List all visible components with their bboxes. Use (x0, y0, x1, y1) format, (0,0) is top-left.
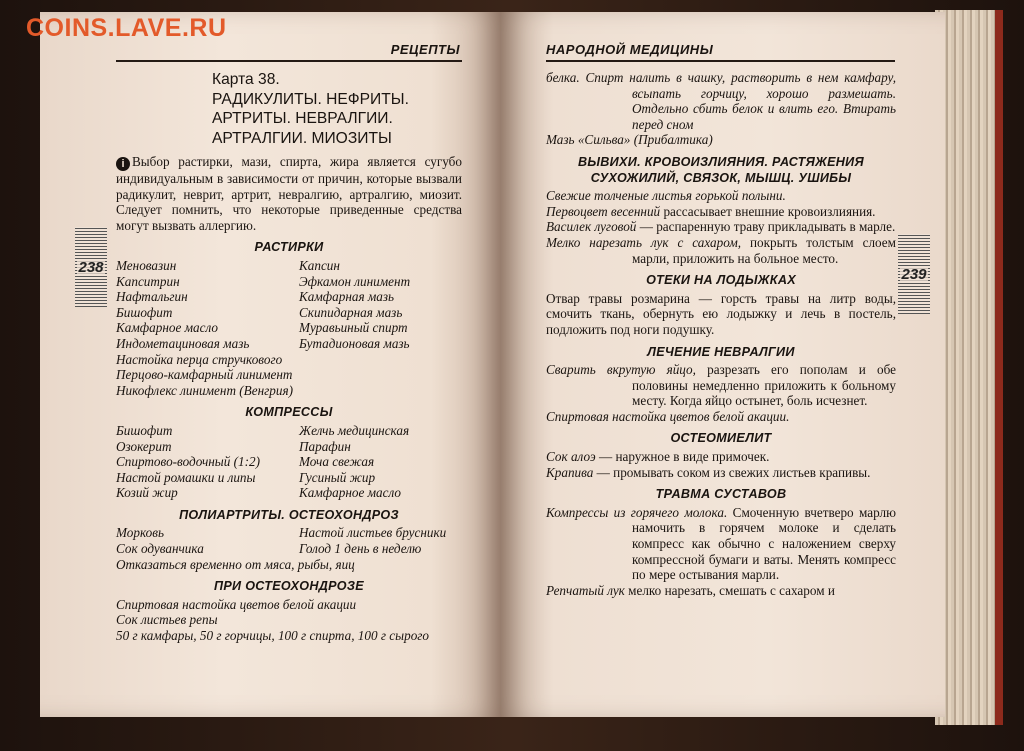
card-title (212, 70, 462, 148)
remedy-term: Спиртовая настойка цветов белой акации. (546, 408, 790, 424)
list-item: Спиртовая настойка цветов белой акации (116, 596, 357, 612)
remedy-term: Мелко нарезать лук с сахаром, (546, 234, 742, 250)
column-right (299, 525, 462, 556)
right-page (500, 12, 945, 717)
left-sections (116, 240, 462, 643)
right-page-number: 239 (898, 234, 930, 314)
list-item: Сок одуванчика (116, 541, 204, 557)
remedy-term: Компрессы из горячего молока. (546, 504, 728, 520)
list-item: Настойка перца стручкового (116, 351, 283, 367)
list-item: Озокерит (116, 438, 172, 454)
section-heading: ВЫВИХИ. КРОВОИЗЛИЯНИЯ. РАСТЯЖЕНИЯ СУХОЖИЛИЙ, СВЯЗОК, МЫШЦ. УШИБЫ (577, 154, 865, 185)
list-item: Моча свежая (299, 454, 375, 470)
two-column-list (116, 525, 462, 556)
list-item: Козий жир (116, 485, 178, 501)
card-title-line: АРТРИТЫ. НЕВРАЛГИИ. (212, 110, 393, 127)
column-right (299, 258, 462, 352)
list-item: Эфкамон линимент (299, 273, 411, 289)
remedy-entry: Василек луговой — распаренную траву прикладывать в марле. (546, 219, 896, 235)
list-item: Отказаться временно от мяса, рыбы, яиц (116, 556, 355, 572)
section-heading: ТРАВМА СУСТАВОВ (655, 487, 787, 502)
column-right (299, 423, 462, 501)
list-item: Желчь медицинская (299, 422, 410, 438)
list-item: Никофлекс линимент (Венгрия) (116, 382, 293, 398)
left-page (40, 12, 500, 717)
list-item: Голод 1 день в неделю (299, 541, 422, 557)
list-item: Парафин (299, 438, 351, 454)
two-column-list (116, 423, 462, 501)
section-heading: КОМПРЕССЫ (245, 405, 333, 420)
list-item: Бутадионовая мазь (299, 335, 410, 351)
right-running-head: НАРОДНОЙ МЕДИЦИНЫ (546, 42, 714, 57)
intro-paragraph: i Выбор растирки, мази, спирта, жира является сугубо индивидуальным в зависимости от причин, которые вызвали радикулит, неврит, артрит, невралгию, артралгию, миозит. Следует помнить, что некоторые приведенные средства могут вызвать аллергию. (116, 154, 462, 233)
list-item: Морковь (116, 525, 164, 541)
continuation-text: белка. Спирт налить в чашку, растворить в нем камфару, всыпать горчицу, хорошо размешать. Отдельно сбить белок и влить его. Втирать перед сном (546, 70, 896, 132)
list-item: Меновазин (116, 257, 177, 273)
left-page-content (116, 70, 462, 644)
remedy-entry (546, 188, 896, 204)
list-item: Камфарная мазь (299, 289, 395, 305)
remedy-term: Сварить вкрутую яйцо, (546, 362, 696, 378)
right-page-content (546, 70, 896, 598)
list-item: Капситрин (116, 273, 180, 289)
remedy-term: Первоцвет весенний (546, 203, 661, 219)
list-item: Перцово-камфарный линимент (116, 367, 293, 383)
left-running-head: РЕЦЕПТЫ (390, 42, 460, 57)
card-title-line: РАДИКУЛИТЫ. НЕФРИТЫ. (212, 90, 409, 108)
remedy-term: Василек луговой (546, 219, 637, 235)
remedy-entry: Первоцвет весенний рассасывает внешние кровоизлияния. (546, 203, 876, 219)
section-heading: ОСТЕОМИЕЛИТ (670, 431, 772, 446)
list-item: Камфарное масло (299, 485, 401, 501)
list-item: Бишофит (116, 304, 173, 320)
remedy-term: Свежие толченые листья горькой полыни. (546, 188, 786, 204)
salve-line: Мазь «Сильва» (Прибалтика) (546, 132, 713, 148)
right-sections (546, 155, 896, 598)
list-item: Скипидарная мазь (299, 304, 403, 320)
list-item: Капсин (299, 257, 340, 273)
column-left (116, 258, 299, 352)
left-page-number: 238 (75, 227, 107, 307)
column-left (116, 525, 299, 556)
list-item: Сок листьев репы (116, 612, 218, 628)
section-heading: ПОЛИАРТРИТЫ. ОСТЕОХОНДРОЗ (179, 507, 399, 522)
left-header-rule (116, 60, 462, 62)
list-item: Муравьиный спирт (299, 320, 408, 336)
section-heading: ЛЕЧЕНИЕ НЕВРАЛГИИ (647, 344, 795, 359)
list-item: Настой листьев брусники (299, 525, 447, 541)
list-item: 50 г камфары, 50 г горчицы, 100 г спирта, 100 г сырого (116, 628, 430, 644)
card-title-line: АРТРАЛГИИ. МИОЗИТЫ (212, 129, 392, 147)
list-item: Нафтальгин (116, 289, 188, 305)
remedy-entry: Сок алоэ — наружное в виде примочек. (546, 449, 770, 465)
remedy-entry (546, 409, 896, 425)
right-header-rule (546, 60, 895, 62)
column-left (116, 423, 299, 501)
section-paragraph: Отвар травы розмарина — горсть травы на литр воды, смочить ткань, обернуть ею лодыжку и лечь в постель, подложить под ноги подушку. (546, 290, 896, 337)
list-item: Гусиный жир (299, 469, 376, 485)
remedy-entry: Крапива — промывать соком из свежих листьев крапивы. (546, 464, 871, 480)
remedy-term: Сок алоэ (546, 449, 596, 465)
list-item: Настой ромашки и липы (116, 469, 256, 485)
list-item: Бишофит (116, 422, 173, 438)
remedy-entry: Сварить вкрутую яйцо, разрезать его пополам и обе половины немедленно приложить к больному месту. Когда яйцо остынет, боль исчезнет. (546, 362, 896, 409)
info-icon: i (116, 157, 130, 171)
remedy-term: Репчатый лук (546, 582, 625, 598)
list-item: Индометациновая мазь (116, 335, 250, 351)
list-item: Камфарное масло (116, 320, 218, 336)
remedy-entry: Компрессы из горячего молока. Смоченную вчетверо марлю намочить в горячем молоке и сделать компресс как обычно с наложением сверху компрессной бумаги и ваты. Менять компресс по мере остывания марли. (546, 504, 896, 583)
watermark: COINS.LAVE.RU (26, 14, 227, 42)
list-item: Спиртово-водочный (1:2) (116, 454, 260, 470)
card-number: Карта 38. (212, 71, 280, 88)
section-heading: ОТЕКИ НА ЛОДЫЖКАХ (646, 273, 796, 288)
section-heading: РАСТИРКИ (254, 240, 324, 255)
section-heading: ПРИ ОСТЕОХОНДРОЗЕ (213, 579, 364, 594)
two-column-list (116, 258, 462, 352)
book-page-edges (935, 10, 1003, 725)
remedy-entry: Репчатый лук мелко нарезать, смешать с сахаром и (546, 582, 835, 598)
remedy-entry: Мелко нарезать лук с сахаром, покрыть толстым слоем марли, приложить на больное место. (546, 234, 896, 266)
remedy-term: Крапива (546, 464, 594, 480)
